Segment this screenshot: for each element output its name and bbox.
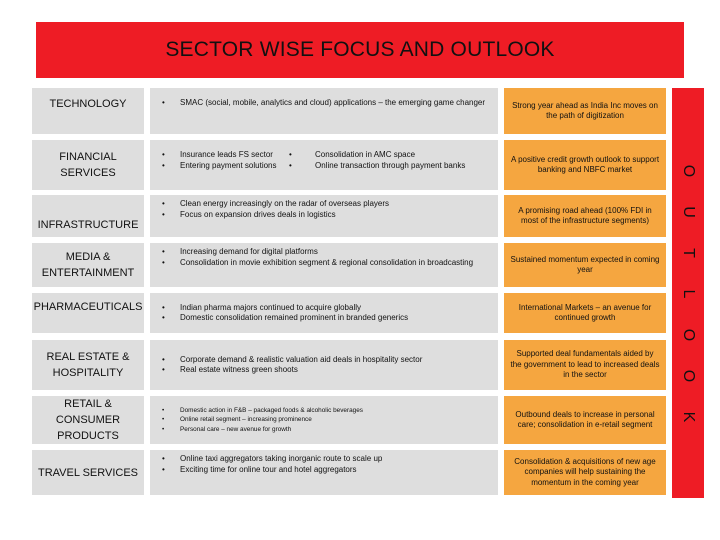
- bullet-item: • Domestic action in F&B – packaged foods & alcoholic beverages: [162, 406, 363, 414]
- sector-row-financial-services: [0, 140, 720, 190]
- bullet-item: • SMAC (social, mobile, analytics and cloud) applications – the emerging game changer: [162, 98, 486, 107]
- outlook-letter: O: [680, 369, 697, 383]
- bullet-item: • Domestic consolidation remained prominent in branded generics: [162, 313, 409, 322]
- bullet-item: • Exciting time for online tour and hotel aggregators: [162, 464, 357, 474]
- sector-outlook: Sustained momentum expected in coming year: [504, 243, 666, 287]
- bullet-item: • Corporate demand & realistic valuation aid deals in hospitality sector: [162, 354, 423, 364]
- sector-label: FINANCIAL SERVICES: [32, 140, 144, 190]
- bullet-item: • Increasing demand for digital platforms: [162, 247, 318, 256]
- sector-row-infrastructure: [0, 195, 720, 237]
- bullet-item: • Indian pharma majors continued to acquire globally: [162, 302, 361, 312]
- bullet-item: • Entering payment solutions: [162, 160, 277, 170]
- page-title: SECTOR WISE FOCUS AND OUTLOOK: [165, 38, 555, 61]
- sector-points: [150, 88, 498, 134]
- bullet-item: • Insurance leads FS sector: [162, 150, 273, 159]
- sector-row-real-estate-hospitality: [0, 340, 720, 390]
- outlook-letter: O: [680, 164, 697, 178]
- sector-outlook: International Markets – an avenue for continued growth: [504, 293, 666, 333]
- sector-label: MEDIA & ENTERTAINMENT: [32, 243, 144, 287]
- sector-points: [150, 243, 498, 287]
- sector-points: [150, 140, 498, 190]
- sector-label: RETAIL & CONSUMER PRODUCTS: [32, 396, 144, 444]
- sector-row-retail-consumer: [0, 396, 720, 444]
- bullet-item: • Focus on expansion drives deals in logistics: [162, 209, 336, 219]
- bullet-item: • Online taxi aggregators taking inorganic route to scale up: [162, 454, 383, 463]
- sector-row-pharmaceuticals: [0, 293, 720, 333]
- sector-label: PHARMACEUTICALS: [32, 293, 144, 333]
- sector-outlook: A promising road ahead (100% FDI in most of the infrastructure segments): [504, 195, 666, 237]
- sector-label: REAL ESTATE & HOSPITALITY: [32, 340, 144, 390]
- sector-row-media-entertainment: [0, 243, 720, 287]
- outlook-letter: O: [680, 328, 697, 342]
- sector-label: INFRASTRUCTURE: [32, 195, 144, 237]
- sector-points: [150, 293, 498, 333]
- sector-points: [150, 396, 498, 444]
- outlook-letter: U: [680, 206, 697, 218]
- bullet-item: • Online retail segment – increasing prominence: [162, 416, 312, 424]
- outlook-letter: L: [680, 289, 697, 299]
- sector-points: [150, 195, 498, 237]
- sector-outlook: Consolidation & acquisitions of new age companies will help sustaining the momentum in the coming year: [504, 450, 666, 495]
- bullet-item: • Consolidation in movie exhibition segment & regional consolidation in broadcasting: [162, 257, 474, 267]
- sector-row-travel-services: [0, 450, 720, 495]
- sector-outlook: Supported deal fundamentals aided by the government to lead to increased deals in the sector: [504, 340, 666, 390]
- sector-label: TRAVEL SERVICES: [32, 450, 144, 495]
- outlook-letter: T: [680, 248, 697, 258]
- sector-outlook: Strong year ahead as India Inc moves on the path of digitization: [504, 88, 666, 134]
- outlook-letter: K: [680, 411, 697, 423]
- sector-row-technology: [0, 88, 720, 134]
- bullet-item: • Consolidation in AMC space: [289, 150, 416, 159]
- bullet-item: • Clean energy increasingly on the radar of overseas players: [162, 199, 390, 208]
- sector-outlook: A positive credit growth outlook to support banking and NBFC market: [504, 140, 666, 190]
- sector-points: [150, 450, 498, 495]
- title-banner: [36, 22, 684, 78]
- sector-outlook: Outbound deals to increase in personal care; consolidation in e-retail segment: [504, 396, 666, 444]
- bullet-item: • Personal care – new avenue for growth: [162, 425, 292, 433]
- sector-points: [150, 340, 498, 390]
- sector-label: TECHNOLOGY: [32, 88, 144, 134]
- bullet-item: • Real estate witness green shoots: [162, 365, 298, 374]
- bullet-item: • Online transaction through payment banks: [289, 160, 466, 170]
